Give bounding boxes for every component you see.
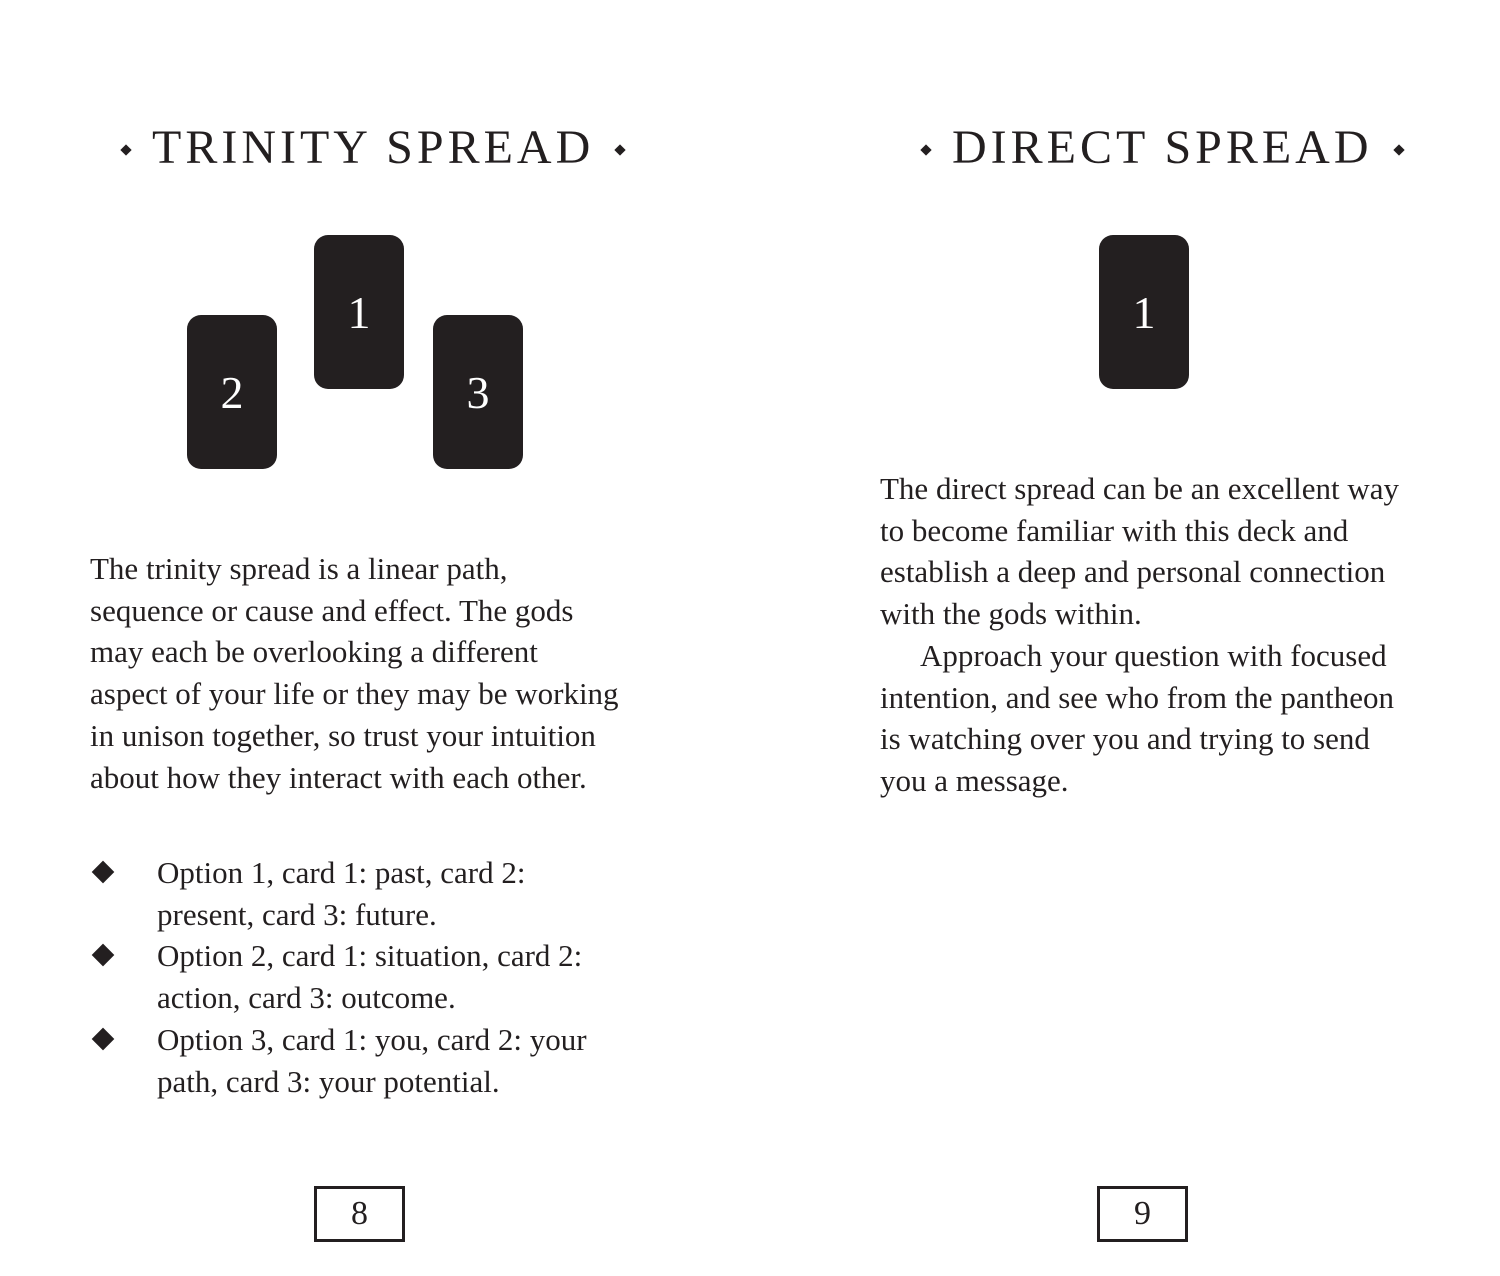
option-text: Option 1, card 1: past, card 2: present, card 3: future. [157,855,526,932]
list-item [90,852,620,935]
right-page-paragraph: The direct spread can be an excellent way to become familiar with this deck and establish a deep and personal connection with the gods within. [880,471,1399,632]
card-position-2: 2 [187,315,277,469]
card-position-3: 3 [433,315,523,469]
diamond-ornament-icon [615,144,626,155]
card-position-1: 1 [314,235,404,389]
right-page [750,0,1500,1276]
right-page-paragraph: Approach your question with focused intention, and see who from the pantheon is watching over you and trying to send you a message. [880,637,1394,798]
page-number: 8 [314,1186,405,1242]
left-page-title [100,118,610,178]
list-item [90,935,620,1018]
diamond-ornament-icon [120,144,131,155]
right-page-body [880,468,1420,802]
option-text: Option 3, card 1: you, card 2: your path, card 3: your potential. [157,1021,587,1099]
option-text: Option 2, card 1: situation, card 2: action, card 3: outcome. [157,938,583,1016]
diamond-ornament-icon [920,144,931,155]
diamond-bullet-icon [92,1027,115,1050]
right-page-title [900,118,1390,178]
left-page-body [90,548,620,798]
diamond-bullet-icon [92,944,115,967]
card-position-1: 1 [1099,235,1189,389]
diamond-bullet-icon [92,861,115,884]
left-page-paragraph: The trinity spread is a linear path, sequence or cause and effect. The gods may each be overlooking a different aspect of your life or they may be working in unison together, so trust your intuition about how they interact with each other. [90,551,619,795]
page-number: 9 [1097,1186,1188,1242]
diamond-ornament-icon [1393,144,1404,155]
list-item [90,1019,620,1102]
options-list [90,852,620,1102]
left-page-title-text: TRINITY SPREAD [152,121,595,174]
right-page-title-text: DIRECT SPREAD [952,121,1373,174]
